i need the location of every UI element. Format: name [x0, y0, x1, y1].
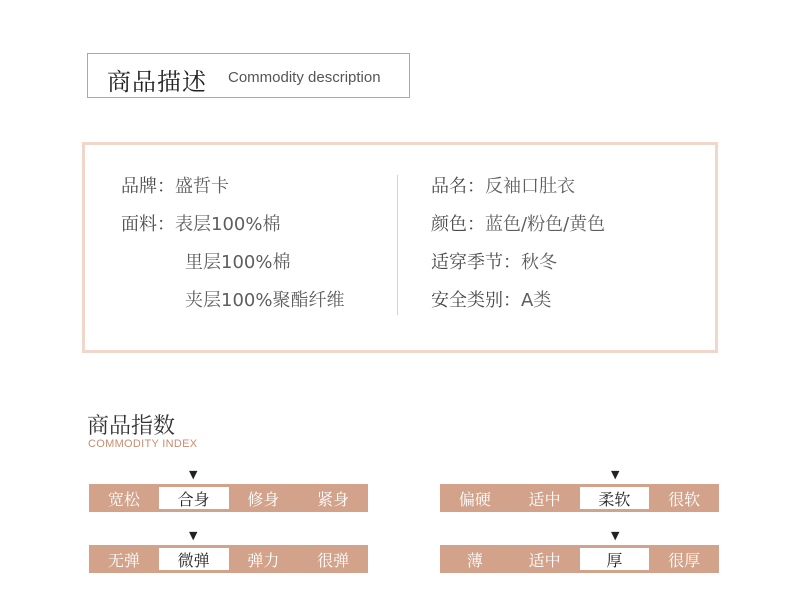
info-label: 安全类别： [431, 290, 521, 311]
scale-option-selected: 柔软 [580, 487, 650, 509]
softness-scale [440, 484, 719, 512]
scale-option: 适中 [528, 550, 561, 570]
info-value: 反袖口肚衣 [485, 176, 575, 197]
info-label: 品名： [431, 176, 485, 197]
scale-option: 很厚 [668, 550, 701, 570]
info-value: 盛哲卡 [175, 176, 229, 197]
info-brand [121, 175, 229, 199]
info-label: 颜色： [431, 214, 485, 235]
info-value: 表层100%棉 [175, 214, 281, 235]
description-subtitle: Commodity description [228, 69, 381, 86]
info-product-name [431, 175, 575, 199]
scale-option: 宽松 [107, 489, 140, 509]
thickness-scale [440, 545, 719, 573]
scale-option: 薄 [466, 550, 483, 570]
info-value: 里层100%棉 [185, 252, 291, 273]
description-header [87, 53, 410, 98]
info-divider [397, 175, 398, 315]
info-fabric-inner [185, 251, 290, 275]
elasticity-indicator-icon: ▼ [189, 529, 198, 542]
scale-option-selected: 厚 [580, 548, 650, 570]
scale-option: 偏硬 [458, 489, 491, 509]
info-value: 蓝色/粉色/黄色 [485, 214, 606, 235]
info-value: A类 [521, 290, 552, 311]
product-info-box [82, 142, 718, 353]
scale-option: 无弹 [107, 550, 140, 570]
elasticity-scale [89, 545, 368, 573]
scale-option: 修身 [247, 489, 280, 509]
info-label: 品牌： [121, 176, 175, 197]
scale-option: 很弹 [317, 550, 350, 570]
scale-option: 弹力 [247, 550, 280, 570]
info-value: 夹层100%聚酯纤维 [185, 290, 345, 311]
thickness-indicator-icon: ▼ [611, 529, 620, 542]
info-value: 秋冬 [521, 252, 557, 273]
scale-option-selected: 合身 [159, 487, 229, 509]
info-label: 适穿季节： [431, 252, 521, 273]
fit-scale [89, 484, 368, 512]
softness-indicator-icon: ▼ [611, 468, 620, 481]
index-title: 商品指数 [87, 414, 176, 439]
info-season [431, 251, 557, 275]
scale-option-selected: 微弹 [159, 548, 229, 570]
info-fabric-middle [185, 289, 344, 313]
info-fabric [121, 213, 280, 237]
description-title: 商品描述 [107, 68, 207, 96]
info-safety [431, 289, 551, 313]
scale-option: 适中 [528, 489, 561, 509]
info-color [431, 213, 605, 237]
scale-option: 很软 [668, 489, 701, 509]
index-subtitle: COMMODITY INDEX [88, 438, 198, 450]
fit-indicator-icon: ▼ [189, 468, 198, 481]
info-label: 面料： [121, 214, 175, 235]
scale-option: 紧身 [317, 489, 350, 509]
